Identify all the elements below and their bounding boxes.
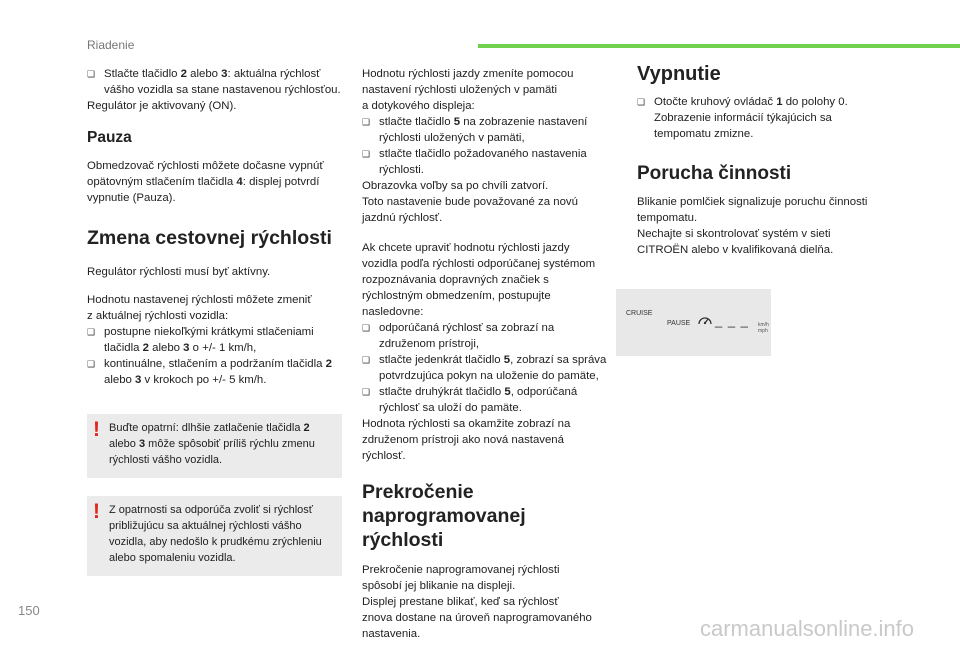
column-2: [362, 66, 607, 650]
list-item: ❑ stlačte tlačidlo požadovaného nastavenia rýchlosti.: [362, 148, 587, 176]
memory-intro: Hodnotu rýchlosti jazdy zmeníte pomocou nastavení rýchlosti uložených v pamäti a dotykového displeja:: [362, 68, 574, 112]
warning-icon: !: [93, 418, 100, 441]
section-label: Riadenie: [87, 38, 135, 52]
warning-box: ! Z opatrnosti sa odporúča zvoliť si rýchlosť približujúcu sa aktuálnej rýchlosti vášho vozidla, aby nedošlo k prudkému zrýchleniu alebo spomaleniu vozidla.: [87, 496, 342, 576]
cluster-display-image: [616, 289, 771, 356]
list-item: ❑ stlačte tlačidlo 5 na zobrazenie nastavení rýchlosti uložených v pamäti,: [362, 116, 588, 144]
list-item: ❑ stlačte jedenkrát tlačidlo 5, zobrazí sa správa potvrdzujúca pokyn na uloženie do pamäte,: [362, 354, 607, 382]
watermark: carmanualsonline.info: [700, 616, 915, 641]
pause-label: PAUSE: [667, 320, 691, 327]
column-1: [87, 66, 342, 576]
list-item: ❑ Otočte kruhový ovládač 1 do polohy 0. Zobrazenie informácií týkajúcich sa tempomatu zmizne.: [637, 96, 848, 140]
intro-line: Regulátor je aktivovaný (ON).: [87, 100, 237, 112]
pauza-text: Obmedzovač rýchlosti môžete dočasne vypnúť opätovným stlačením tlačidla 4: displej potvrdí vypnutie (Pauza).: [87, 160, 324, 204]
porucha-text: Blikanie pomlčiek signalizuje poruchu činnosti tempomatu. Nechajte si skontrolovať systém v sieti CITROËN alebo v kvalifikovaná dielňa.: [637, 196, 868, 256]
zmena-text-2: Hodnotu nastavenej rýchlosti môžete zmeniť z aktuálnej rýchlosti vozidla:: [87, 294, 312, 322]
heading-prekrocenie: Prekročenie naprogramovanej rýchlosti: [362, 481, 526, 551]
warning-box: ! Buďte opatrní: dlhšie zatlačenie tlačidla 2 alebo 3 môže spôsobiť príliš rýchlu zmenu rýchlosti vášho vozidla.: [87, 414, 342, 478]
list-item: ❑ odporúčaná rýchlosť sa zobrazí na združenom prístroji,: [362, 322, 555, 350]
page-number: 150: [18, 603, 40, 618]
header-rule: [478, 44, 960, 48]
column-3: [637, 63, 877, 266]
heading-pauza: Pauza: [87, 129, 132, 146]
heading-zmena: Zmena cestovnej rýchlosti: [87, 227, 332, 249]
prekrocenie-text: Prekročenie naprogramovanej rýchlosti spôsobí jej blikanie na displeji. Displej prestane blikať, keď sa rýchlosť znova dostane na úroveň naprogramovaného nastavenia.: [362, 564, 592, 640]
memory-tail: Obrazovka voľby sa po chvíli zatvorí. Toto nastavenie bude považované za novú jazdnú rýchlosť.: [362, 180, 578, 224]
list-item: ❑ Stlačte tlačidlo 2 alebo 3: aktuálna rýchlosť vášho vozidla sa stane nastavenou rýchlosťou.: [87, 68, 341, 96]
list-item: ❑ stlačte druhýkrát tlačidlo 5, odporúčaná rýchlosť sa uloží do pamäte.: [362, 386, 578, 414]
list-item: ❑ kontinuálne, stlačením a podržaním tlačidla 2 alebo 3 v krokoch po +/- 5 km/h.: [87, 358, 332, 386]
list-item: ❑ postupne niekoľkými krátkymi stlačeniami tlačidla 2 alebo 3 o +/- 1 km/h,: [87, 326, 314, 354]
cruise-label: CRUISE: [626, 310, 653, 317]
speed-unit: km/h mph: [758, 322, 769, 334]
speedometer-icon: [697, 313, 713, 327]
heading-porucha: Porucha činnosti: [637, 163, 792, 184]
speed-dashes: _ _ _: [715, 313, 749, 328]
zmena-text-1: Regulátor rýchlosti musí byť aktívny.: [87, 266, 271, 278]
sign-recognition-intro: Ak chcete upraviť hodnotu rýchlosti jazdy vozidla podľa rýchlosti odporúčanej systémom rozpoznávania dopravných značiek s rýchlostným obmedzením, postupujte nasledovne:: [362, 242, 596, 318]
sign-recognition-tail: Hodnota rýchlosti sa okamžite zobrazí na združenom prístroji ako nová nastavená rýchlosť.: [362, 418, 571, 462]
heading-vypnutie: Vypnutie: [637, 63, 721, 85]
warning-icon: !: [93, 500, 100, 523]
